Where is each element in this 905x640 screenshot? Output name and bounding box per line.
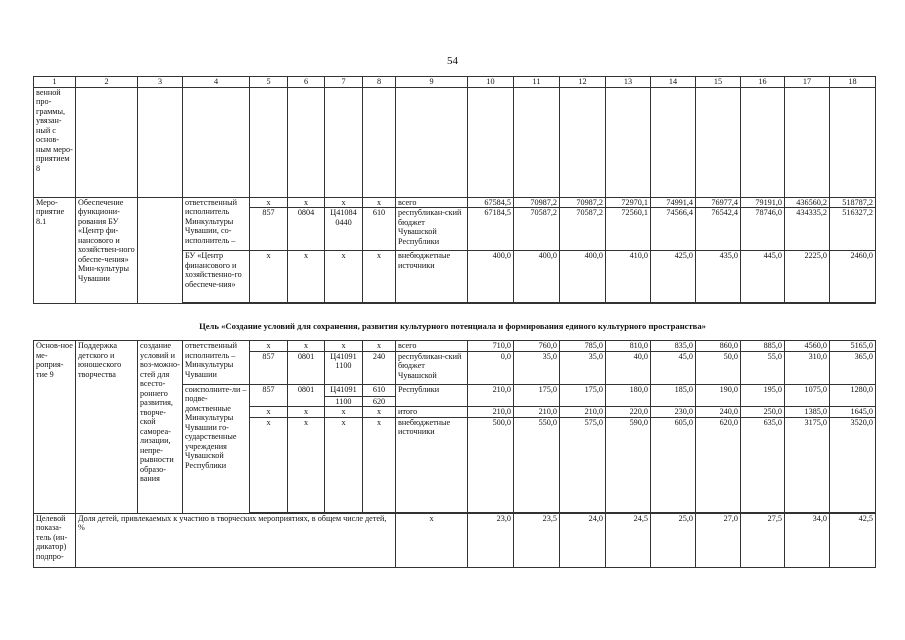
funding-source: республикан-ский бюджет Чувашской bbox=[396, 351, 468, 384]
col-number: 10 bbox=[468, 77, 514, 88]
cell: 50,0 bbox=[696, 351, 741, 384]
cell: 785,0 bbox=[560, 341, 606, 352]
cell: 220,0 bbox=[606, 407, 651, 418]
cell: 240 bbox=[363, 351, 396, 384]
cell: 550,0 bbox=[514, 417, 560, 512]
cell: x bbox=[325, 407, 363, 418]
table-row bbox=[34, 341, 876, 352]
funding-source: внебюджетные источники bbox=[396, 417, 468, 512]
cell: 79191,0 bbox=[741, 197, 785, 208]
cell: x bbox=[325, 197, 363, 208]
cell: 1280,0 bbox=[830, 384, 876, 407]
cell: 885,0 bbox=[741, 341, 785, 352]
measure-label: Меро-приятие 8.1 bbox=[34, 197, 76, 304]
cell: x bbox=[288, 197, 325, 208]
col-number: 9 bbox=[396, 77, 468, 88]
cell: 0801 bbox=[288, 351, 325, 384]
cell: 710,0 bbox=[468, 341, 514, 352]
cell: 425,0 bbox=[651, 251, 696, 303]
cell: 400,0 bbox=[468, 251, 514, 303]
indicator-label: Целевой показа-тель (ин-дикатор) подпро- bbox=[34, 513, 76, 567]
cell: 445,0 bbox=[741, 251, 785, 303]
cell: 76977,4 bbox=[696, 197, 741, 208]
col-number: 4 bbox=[183, 77, 250, 88]
cell: 70587,2 bbox=[560, 208, 606, 251]
cell: 810,0 bbox=[606, 341, 651, 352]
cell: Ц41084 0440 bbox=[325, 208, 363, 251]
funding-source: Республики bbox=[396, 384, 468, 407]
page-number: 54 bbox=[447, 55, 458, 67]
cell: 27,0 bbox=[696, 513, 741, 567]
budget-table-top bbox=[33, 76, 876, 304]
executor: ответственный исполнитель – Минкультуры Чувашии bbox=[183, 341, 250, 385]
cell: 516327,2 bbox=[830, 208, 876, 251]
cell: x bbox=[363, 341, 396, 352]
executor: ответственный исполнитель Минкультуры Чувашии, со-исполнитель – bbox=[183, 197, 250, 251]
col-number: 16 bbox=[741, 77, 785, 88]
cell: 435,0 bbox=[696, 251, 741, 303]
cell: x bbox=[363, 417, 396, 512]
cell: 610 bbox=[363, 208, 396, 251]
col-number: 13 bbox=[606, 77, 651, 88]
cell: x bbox=[288, 341, 325, 352]
cell: 175,0 bbox=[514, 384, 560, 407]
cell: x bbox=[250, 251, 288, 303]
cell: 180,0 bbox=[606, 384, 651, 407]
col-number: 11 bbox=[514, 77, 560, 88]
cell: 40,0 bbox=[606, 351, 651, 384]
col-number: 17 bbox=[785, 77, 830, 88]
col-number: 1 bbox=[34, 77, 76, 88]
funding-source: республикан-ский бюджет Чувашской Республики bbox=[396, 208, 468, 251]
cell: 175,0 bbox=[560, 384, 606, 407]
cell: 0801 bbox=[288, 384, 325, 407]
cell: 2225,0 bbox=[785, 251, 830, 303]
cell: 72560,1 bbox=[606, 208, 651, 251]
funding-source: внебюджетные источники bbox=[396, 251, 468, 303]
header-row bbox=[34, 77, 876, 88]
cell: x bbox=[288, 417, 325, 512]
funding-source: всего bbox=[396, 197, 468, 208]
budget-table-bottom bbox=[33, 340, 876, 568]
cell: 400,0 bbox=[514, 251, 560, 303]
executor: БУ «Центр финансового и хозяйственно-го обеспече-ния» bbox=[183, 251, 250, 303]
cell: 230,0 bbox=[651, 407, 696, 418]
cell: 4560,0 bbox=[785, 341, 830, 352]
cell: 70987,2 bbox=[514, 197, 560, 208]
cell: 42,5 bbox=[830, 513, 876, 567]
cell: 185,0 bbox=[651, 384, 696, 407]
indicator-row bbox=[34, 513, 876, 567]
funding-source: всего bbox=[396, 341, 468, 352]
indicator-text: Доля детей, привлекаемых к участию в творческих мероприятиях, в общем числе детей, % bbox=[76, 513, 396, 567]
cell: 24,0 bbox=[560, 513, 606, 567]
cell: 1075,0 bbox=[785, 384, 830, 407]
cell: 67184,5 bbox=[468, 208, 514, 251]
cell: 1645,0 bbox=[830, 407, 876, 418]
cell: 210,0 bbox=[560, 407, 606, 418]
cell: 1385,0 bbox=[785, 407, 830, 418]
cell: 35,0 bbox=[560, 351, 606, 384]
cell: 760,0 bbox=[514, 341, 560, 352]
cell: 436560,2 bbox=[785, 197, 830, 208]
cell: 240,0 bbox=[696, 407, 741, 418]
measure-name: Поддержка детского и юношеского творчества bbox=[76, 341, 138, 514]
cell: 72970,1 bbox=[606, 197, 651, 208]
cell: 857 bbox=[250, 384, 288, 407]
cell: 310,0 bbox=[785, 351, 830, 384]
cell: Ц41091 bbox=[325, 384, 363, 396]
continuation-text: венной про-граммы, увязан-ный с основ-ным меро-приятием 8 bbox=[34, 87, 76, 197]
cell: 835,0 bbox=[651, 341, 696, 352]
col-number: 6 bbox=[288, 77, 325, 88]
cell: 434335,2 bbox=[785, 208, 830, 251]
cell: x bbox=[250, 197, 288, 208]
table-row bbox=[34, 197, 876, 208]
funding-source: итого bbox=[396, 407, 468, 418]
cell: x bbox=[325, 417, 363, 512]
measure-goal: создание условий и воз-можно-стей для всесто-роннего развития, творче-ской самореа-лизации, непре-рывности образо-вания bbox=[138, 341, 183, 514]
cell: 860,0 bbox=[696, 341, 741, 352]
cell: 70987,2 bbox=[560, 197, 606, 208]
cell: 2460,0 bbox=[830, 251, 876, 303]
cell: 45,0 bbox=[651, 351, 696, 384]
cell: x bbox=[250, 417, 288, 512]
executor: соисполните-ли – подве-домственные Минкультуры Чувашии го-сударственные учреждения Чувашской Республики bbox=[183, 384, 250, 513]
cell: x bbox=[250, 341, 288, 352]
cell: 190,0 bbox=[696, 384, 741, 407]
cell: 3175,0 bbox=[785, 417, 830, 512]
cell: 24,5 bbox=[606, 513, 651, 567]
col-number: 7 bbox=[325, 77, 363, 88]
cell: 1100 bbox=[325, 396, 363, 407]
cell: 250,0 bbox=[741, 407, 785, 418]
cell: 365,0 bbox=[830, 351, 876, 384]
cell: x bbox=[363, 197, 396, 208]
col-number: 3 bbox=[138, 77, 183, 88]
col-number: 12 bbox=[560, 77, 606, 88]
cell: 410,0 bbox=[606, 251, 651, 303]
cell: x bbox=[363, 251, 396, 303]
cell: x bbox=[325, 251, 363, 303]
cell: 195,0 bbox=[741, 384, 785, 407]
cell: 857 bbox=[250, 351, 288, 384]
measure-label: Основ-ное ме-роприя-тие 9 bbox=[34, 341, 76, 514]
cell: 620 bbox=[363, 396, 396, 407]
cell: 0804 bbox=[288, 208, 325, 251]
col-number: 18 bbox=[830, 77, 876, 88]
cell: 210,0 bbox=[468, 407, 514, 418]
goal-title: Цель «Создание условий для сохранения, развития культурного потенциала и формирования единого культурного пространства» bbox=[199, 321, 706, 331]
col-number: 5 bbox=[250, 77, 288, 88]
cell: x bbox=[288, 251, 325, 303]
cell: 3520,0 bbox=[830, 417, 876, 512]
cell: 0,0 bbox=[468, 351, 514, 384]
cell: 605,0 bbox=[651, 417, 696, 512]
cell: x bbox=[250, 407, 288, 418]
cell: 25,0 bbox=[651, 513, 696, 567]
cell: 74991,4 bbox=[651, 197, 696, 208]
col-number: 14 bbox=[651, 77, 696, 88]
cell: 34,0 bbox=[785, 513, 830, 567]
cell: 78746,0 bbox=[741, 208, 785, 251]
cell: 210,0 bbox=[514, 407, 560, 418]
cell: x bbox=[325, 341, 363, 352]
cell: Ц41091 1100 bbox=[325, 351, 363, 384]
cell: 635,0 bbox=[741, 417, 785, 512]
cell: 70587,2 bbox=[514, 208, 560, 251]
cell: 610 bbox=[363, 384, 396, 396]
cell: 35,0 bbox=[514, 351, 560, 384]
cell: 400,0 bbox=[560, 251, 606, 303]
cell: 518787,2 bbox=[830, 197, 876, 208]
cell: 575,0 bbox=[560, 417, 606, 512]
cell: 857 bbox=[250, 208, 288, 251]
measure-name: Обеспечение функциони-рования БУ «Центр фи-нансового и хозяйствен-ного обеспе-чения» Мин-культуры Чувашии bbox=[76, 197, 138, 304]
cell: 67584,5 bbox=[468, 197, 514, 208]
cell: 74566,4 bbox=[651, 208, 696, 251]
cell: 23,0 bbox=[468, 513, 514, 567]
cell: 210,0 bbox=[468, 384, 514, 407]
cell: 620,0 bbox=[696, 417, 741, 512]
table-row bbox=[34, 87, 876, 197]
cell: 27,5 bbox=[741, 513, 785, 567]
cell: 590,0 bbox=[606, 417, 651, 512]
cell: 500,0 bbox=[468, 417, 514, 512]
cell: 55,0 bbox=[741, 351, 785, 384]
col-number: 2 bbox=[76, 77, 138, 88]
cell: x bbox=[396, 513, 468, 567]
col-number: 15 bbox=[696, 77, 741, 88]
cell: x bbox=[288, 407, 325, 418]
cell: 76542,4 bbox=[696, 208, 741, 251]
cell: 23,5 bbox=[514, 513, 560, 567]
col-number: 8 bbox=[363, 77, 396, 88]
cell: x bbox=[363, 407, 396, 418]
cell: 5165,0 bbox=[830, 341, 876, 352]
